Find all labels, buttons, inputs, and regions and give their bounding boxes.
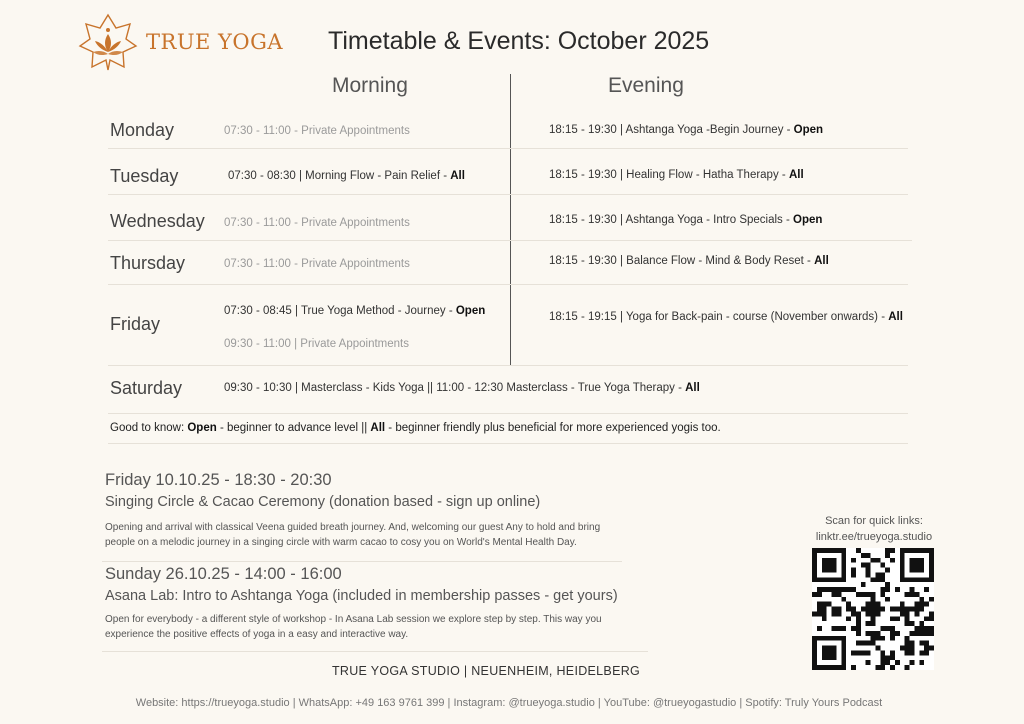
lotus-logo-icon [78,12,138,72]
event-divider [102,651,648,652]
morning-slot-wednesday: 07:30 - 11:00 - Private Appointments [224,217,410,229]
day-label-wednesday: Wednesday [110,211,205,231]
row-divider [108,284,908,285]
event-description: Opening and arrival with classical Veena guided breath journey. And, welcoming our guest Any to hold and bring people on a melodic journey in a singing circle with warm cacao to cosy you on World's Mental Health Day. [105,522,601,548]
evening-slot-tuesday: 18:15 - 19:30 | Healing Flow - Hatha Therapy - All [549,169,804,181]
column-heading-evening: Evening [608,74,684,97]
event-title: Singing Circle & Cacao Ceremony (donation based - sign up online) [105,494,541,510]
good-to-know-note: Good to know: Open - beginner to advance level || All - beginner friendly plus beneficial for more experienced yogis too. [110,422,721,434]
evening-slot-wednesday: 18:15 - 19:30 | Ashtanga Yoga - Intro Specials - Open [549,214,823,226]
day-label-saturday: Saturday [110,378,183,398]
level-badge: Open [793,124,824,136]
day-label-friday: Friday [110,314,161,334]
day-label-monday: Monday [110,120,175,140]
qr-caption: Scan for quick links: linktr.ee/trueyoga.studio [808,513,940,545]
brand-name: TRUE YOGA [146,30,284,54]
row-divider [108,413,908,414]
evening-slot-monday: 18:15 - 19:30 | Ashtanga Yoga -Begin Journey - Open [549,124,824,136]
morning-slot-thursday: 07:30 - 11:00 - Private Appointments [224,258,410,270]
column-divider [510,74,511,366]
level-badge: All [450,170,465,182]
level-badge: Open [455,305,486,317]
row-divider [108,365,908,366]
morning-slot-tuesday: 07:30 - 08:30 | Morning Flow - Pain Relief - All [228,170,465,182]
row-divider [108,148,908,149]
level-badge: All [788,169,804,181]
morning-slot-monday: 07:30 - 11:00 - Private Appointments [224,125,410,137]
event-date: Sunday 26.10.25 - 14:00 - 16:00 [105,565,342,583]
morning-slot-friday-2: 09:30 - 11:00 | Private Appointments [224,338,409,350]
studio-location: TRUE YOGA STUDIO | NEUENHEIM, HEIDELBERG [331,664,641,678]
page-title: Timetable & Events: October 2025 [328,27,710,55]
level-badge: Open [793,214,823,226]
row-divider [108,194,908,195]
qr-code-icon[interactable] [812,548,934,670]
evening-slot-friday: 18:15 - 19:15 | Yoga for Back-pain - course (November onwards) - All [549,311,903,323]
event-date: Friday 10.10.25 - 18:30 - 20:30 [105,471,332,489]
evening-slot-thursday: 18:15 - 19:30 | Balance Flow - Mind & Body Reset - All [549,255,829,267]
column-heading-morning: Morning [332,74,408,97]
full-slot-saturday: 09:30 - 10:30 | Masterclass - Kids Yoga || 11:00 - 12:30 Masterclass - True Yoga Therapy - All [224,382,700,394]
level-badge: All [814,255,829,267]
day-label-thursday: Thursday [110,253,186,273]
event-description: Open for everybody - a different style of workshop - In Asana Lab session we explore step by step. This way you experience the positive effects of yoga in a easy and interactive way. [105,614,602,640]
day-label-tuesday: Tuesday [110,166,179,186]
contact-links: Website: https://trueyoga.studio | WhatsApp: +49 163 9761 399 | Instagram: @trueyoga.studio | YouTube: @trueyogastudio | Spotify: Truly Yours Podcast [135,697,883,709]
event-title: Asana Lab: Intro to Ashtanga Yoga (included in membership passes - get yours) [105,588,618,604]
level-badge: All [888,311,903,323]
morning-slot-friday-1: 07:30 - 08:45 | True Yoga Method - Journey - Open [224,305,486,317]
linktree-link: linktr.ee/trueyoga.studio [815,531,933,543]
row-divider [108,240,912,241]
event-divider [102,561,622,562]
level-badge: All [685,382,700,394]
row-divider [108,443,908,444]
